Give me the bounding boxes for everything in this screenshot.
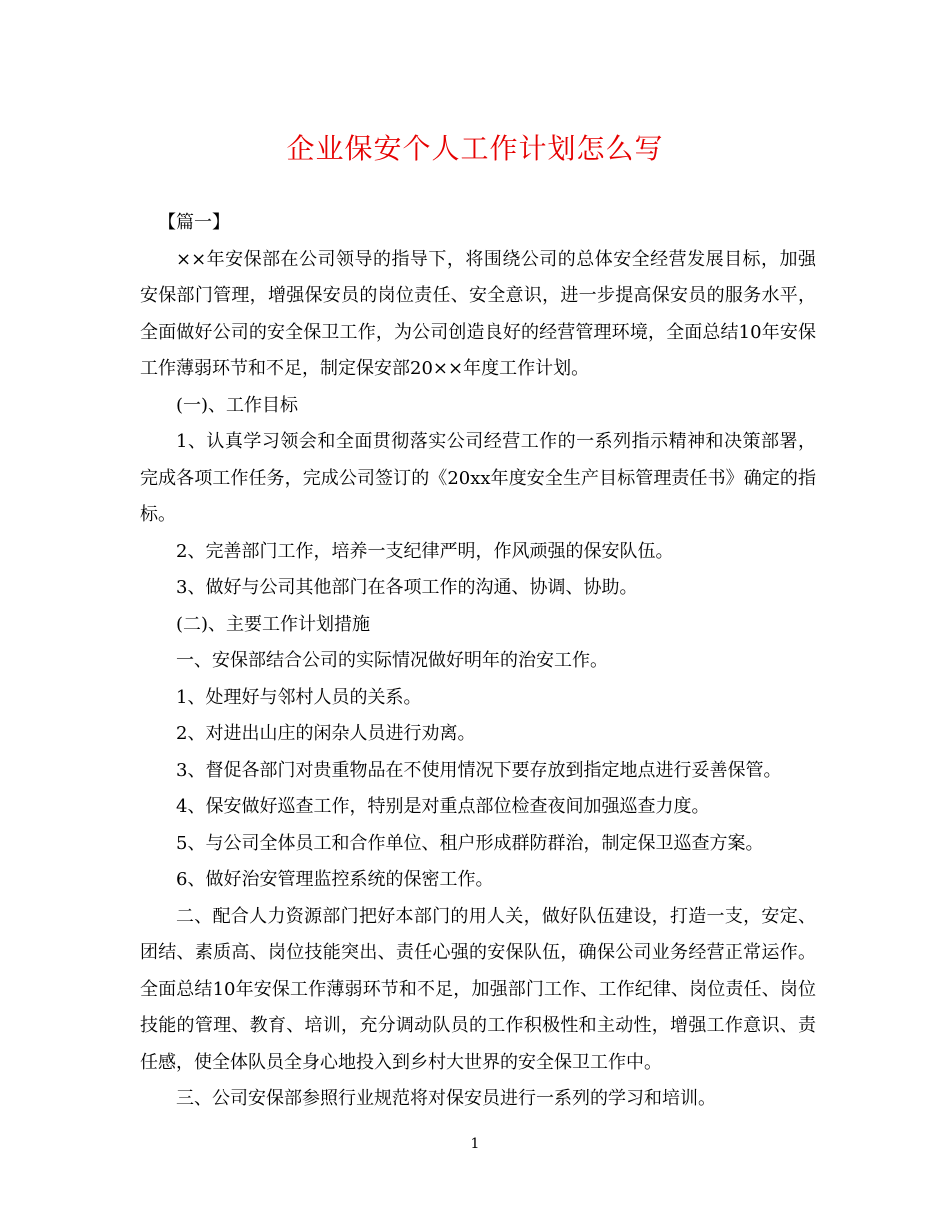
heading-work-goals: (一)、工作目标	[176, 394, 299, 416]
measure-three: 三、公司安保部参照行业规范将对保安员进行一系列的学习和培训。	[176, 1088, 716, 1109]
measure-item-1: 1、处理好与邻村人员的关系。	[176, 686, 422, 708]
measure-item-6: 6、做好治安管理监控系统的保密工作。	[176, 869, 494, 890]
document-body	[140, 205, 816, 1118]
heading-main-measures: (二)、主要工作计划措施	[176, 613, 371, 635]
goal-item-2: 2、完善部门工作，培养一支纪律严明，作风顽强的保安队伍。	[176, 540, 674, 562]
paragraph-intro: ××年安保部在公司领导的指导下，将围绕公司的总体安全经营发展目标，加强安保部门管理，增强保安员的岗位责任、安全意识，进一步提高保安员的服务水平，全面做好公司的安全保卫工作，为公司创造良好的经营管理环境，全面总结10年安保工作薄弱环节和不足，制定保安部20××年度工作计划。	[140, 248, 816, 379]
goal-item-3: 3、做好与公司其他部门在各项工作的沟通、协调、协助。	[176, 577, 638, 598]
measure-item-3: 3、督促各部门对贵重物品在不使用情况下要存放到指定地点进行妥善保管。	[176, 759, 782, 781]
page-number: 1	[470, 1136, 480, 1152]
goal-item-1: 1、认真学习领会和全面贯彻落实公司经营工作的一系列指示精神和决策部署，完成各项工作任务，完成公司签订的《20xx年度安全生产目标管理责任书》确定的指标。	[140, 431, 816, 525]
measure-item-4: 4、保安做好巡查工作，特别是对重点部位检查夜间加强巡查力度。	[176, 796, 710, 817]
section-label: 【篇一】	[158, 212, 230, 233]
measure-item-2: 2、对进出山庄的闲杂人员进行劝离。	[176, 723, 476, 744]
measure-item-5: 5、与公司全体员工和合作单位、租户形成群防群治，制定保卫巡查方案。	[176, 832, 764, 854]
measure-one: 一、安保部结合公司的实际情况做好明年的治安工作。	[176, 650, 608, 671]
document-title: 企业保安个人工作计划怎么写	[286, 132, 664, 165]
measure-two: 二、配合人力资源部门把好本部门的用人关，做好队伍建设，打造一支，安定、团结、素质高、岗位技能突出、责任心强的安保队伍，确保公司业务经营正常运作。全面总结10年安保工作薄弱环节和不足，加强部门工作、工作纪律、岗位责任、岗位技能的管理、教育、培训，充分调动队员的工作积极性和主动性，增强工作意识、责任感，使全体队员全身心地投入到乡村大世界的安全保卫工作中。	[140, 905, 816, 1073]
